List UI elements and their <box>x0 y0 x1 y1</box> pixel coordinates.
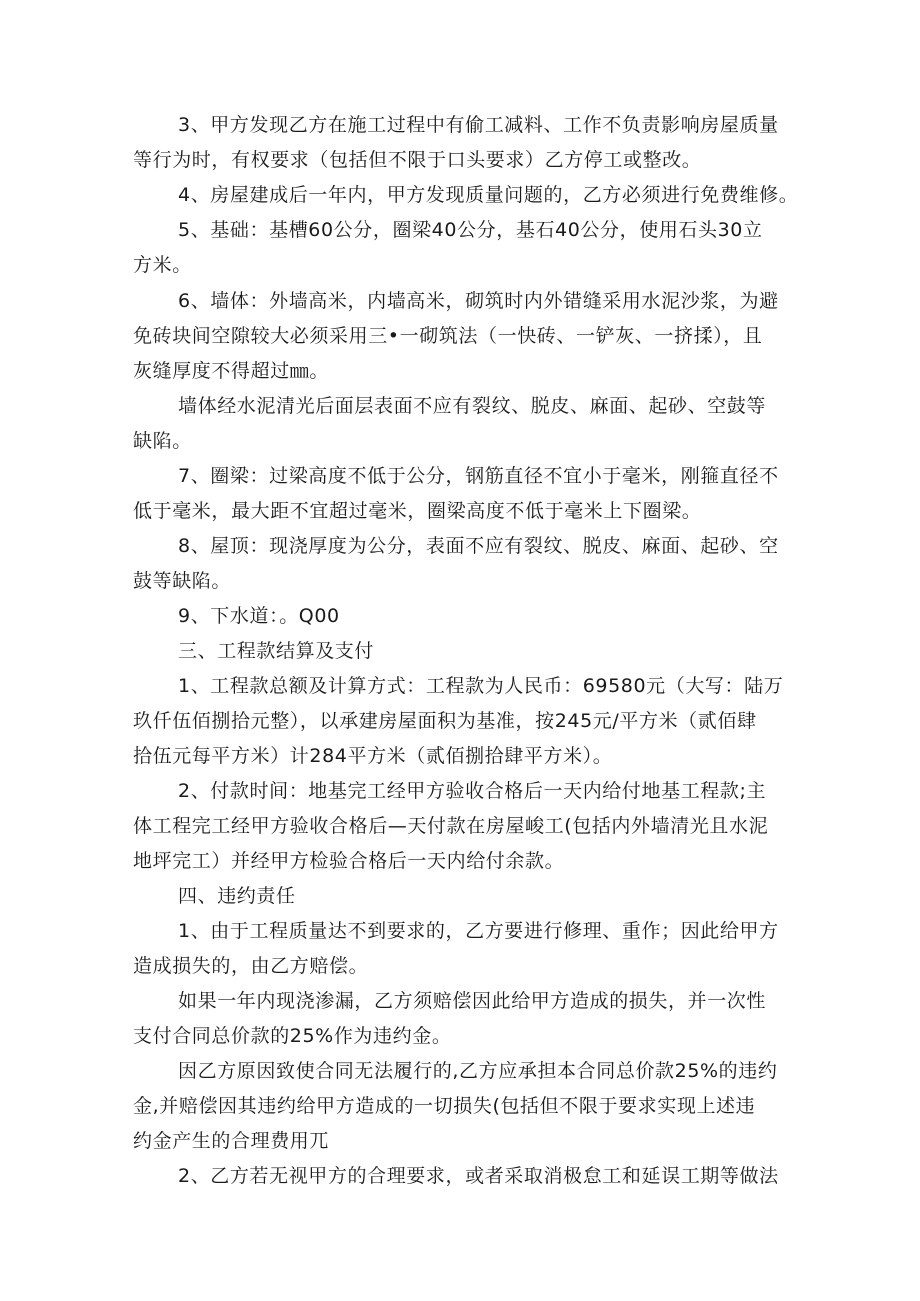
text-line: 4、房屋建成后一年内，甲方发现质量问题的，乙方必须进行免费维修。 <box>178 184 799 206</box>
text-line: 1、工程款总额及计算方式：工程款为人民币：69580元（大写：陆万 <box>178 675 784 697</box>
text-line: 3、甲方发现乙方在施工过程中有偷工减料、工作不负责影响房屋质量 <box>178 114 779 136</box>
text-line: 2、乙方若无视甲方的合理要求，或者采取消极怠工和延误工期等做法 <box>178 1165 779 1187</box>
text-line: 方米。 <box>133 254 192 276</box>
text-line: 5、基础：基槽60公分，圈梁40公分，基石40公分，使用石头30立 <box>178 219 763 241</box>
text-line: 支付合同总价款的25%作为违约金。 <box>133 1025 452 1047</box>
text-line: 墙体经水泥清光后面层表面不应有裂纹、脱皮、麻面、起砂、空鼓等 <box>178 395 767 417</box>
text-line: 体工程完工经甲方验收合格后—天付款在房屋峻工(包括内外墙清光且水泥 <box>133 815 769 837</box>
text-line: 拾伍元每平方米）计284平方米（贰佰捌拾肆平方米）。 <box>133 745 613 767</box>
text-line: 如果一年内现浇渗漏，乙方须赔偿因此给甲方造成的损失，并一次性 <box>178 990 767 1012</box>
text-line: 6、墙体：外墙高米，内墙高米，砌筑时内外错缝采用水泥沙浆，为避 <box>178 290 779 312</box>
text-line: 9、下水道：。Q00 <box>178 605 340 627</box>
text-line: 低于毫米，最大距不宜超过毫米，圈梁高度不低于毫米上下圈梁。 <box>133 500 702 522</box>
text-line: 地坪完工）并经甲方检验合格后一天内给付余款。 <box>133 850 565 872</box>
text-line: 玖仟伍佰捌拾元整），以承建房屋面积为基准，按245元/平方米（贰佰肆 <box>133 710 757 732</box>
text-line: 鼓等缺陷。 <box>133 570 232 592</box>
text-line: 灰缝厚度不得超过㎜。 <box>133 360 330 382</box>
text-line: 等行为时，有权要求（包括但不限于口头要求）乙方停工或整改。 <box>133 149 702 171</box>
text-line: 因乙方原因致使合同无法履行的,乙方应承担本合同总价款25%的违约 <box>178 1060 778 1082</box>
section-heading: 三、工程款结算及支付 <box>178 640 375 662</box>
text-line: 缺陷。 <box>133 430 192 452</box>
text-line: 免砖块间空隙较大必须采用三•一砌筑法（一快砖、一铲灰、一挤揉），且 <box>133 325 763 347</box>
text-line: 8、屋顶：现浇厚度为公分，表面不应有裂纹、脱皮、麻面、起砂、空 <box>178 535 779 557</box>
text-line: 1、由于工程质量达不到要求的，乙方要进行修理、重作；因此给甲方 <box>178 920 779 942</box>
text-line: 金,并赔偿因其违约给甲方造成的一切损失(包括但不限于要求实现上述违 <box>133 1095 756 1117</box>
text-line: 造成损失的，由乙方赔偿。 <box>133 955 369 977</box>
text-line: 2、付款时间：地基完工经甲方验收合格后一天内给付地基工程款;主 <box>178 780 767 802</box>
section-heading: 四、违约责任 <box>178 885 296 907</box>
text-line: 约金产生的合理费用兀 <box>133 1130 330 1152</box>
text-line: 7、圈梁：过梁高度不低于公分，钢筋直径不宜小于毫米，刚箍直径不 <box>178 465 779 487</box>
